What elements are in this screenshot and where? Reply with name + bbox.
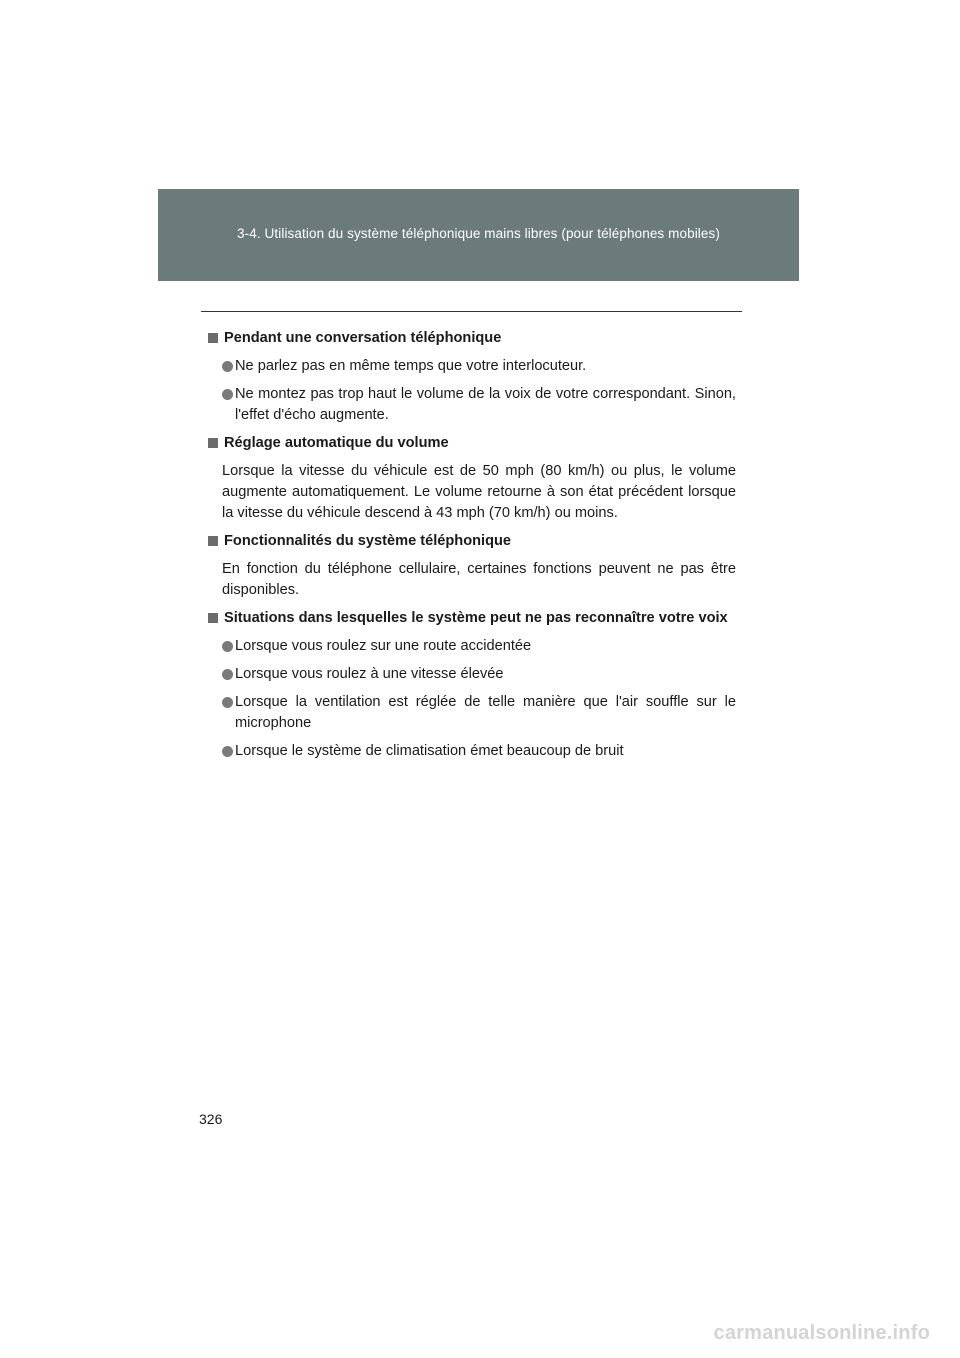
list-item-text: Lorsque la ventilation est réglée de telle manière que l'air souffle sur le microphone <box>235 694 736 731</box>
page-content <box>208 328 736 769</box>
circle-bullet-icon <box>222 669 233 680</box>
section-features <box>208 531 736 601</box>
section-heading <box>208 608 736 629</box>
section-volume <box>208 433 736 524</box>
list-item <box>222 741 736 762</box>
page-number: 326 <box>199 1111 223 1127</box>
list-item <box>222 692 736 734</box>
square-bullet-icon <box>208 536 218 546</box>
square-bullet-icon <box>208 333 218 343</box>
section-heading-text: Réglage automatique du volume <box>224 435 449 451</box>
list-item-text: Lorsque vous roulez à une vitesse élevée <box>235 666 504 682</box>
section-divider <box>201 311 742 312</box>
watermark: carmanualsonline.info <box>713 1322 930 1344</box>
section-heading <box>208 328 736 349</box>
section-paragraph: En fonction du téléphone cellulaire, certaines fonctions peuvent ne pas être disponibles. <box>222 561 736 598</box>
section-heading-text: Situations dans lesquelles le système peut ne pas reconnaître votre voix <box>224 610 728 626</box>
section-heading <box>208 433 736 454</box>
section-voice-recognition <box>208 608 736 762</box>
list-item <box>222 384 736 426</box>
circle-bullet-icon <box>222 641 233 652</box>
section-heading-text: Pendant une conversation téléphonique <box>224 330 502 346</box>
list-item-text: Ne parlez pas en même temps que votre interlocuteur. <box>235 358 587 374</box>
list-item <box>222 356 736 377</box>
list-item-text: Lorsque le système de climatisation émet beaucoup de bruit <box>235 743 624 759</box>
square-bullet-icon <box>208 613 218 623</box>
section-heading-text: Fonctionnalités du système téléphonique <box>224 533 512 549</box>
circle-bullet-icon <box>222 746 233 757</box>
circle-bullet-icon <box>222 389 233 400</box>
circle-bullet-icon <box>222 361 233 372</box>
chapter-title: 3-4. Utilisation du système téléphonique mains libres (pour téléphones mobiles) <box>237 226 720 241</box>
list-item <box>222 636 736 657</box>
circle-bullet-icon <box>222 697 233 708</box>
square-bullet-icon <box>208 438 218 448</box>
section-conversation <box>208 328 736 426</box>
section-heading <box>208 531 736 552</box>
section-paragraph: Lorsque la vitesse du véhicule est de 50 mph (80 km/h) ou plus, le volume augmente automatiquement. Le volume retourne à son état précédent lorsque la vitesse du véhicule descend à 43 mph (70 km/h) ou moins. <box>222 463 736 521</box>
list-item-text: Ne montez pas trop haut le volume de la voix de votre correspondant. Sinon, l'effet d'écho augmente. <box>235 386 736 423</box>
list-item <box>222 664 736 685</box>
chapter-header-band <box>158 189 799 281</box>
list-item-text: Lorsque vous roulez sur une route accidentée <box>235 638 532 654</box>
